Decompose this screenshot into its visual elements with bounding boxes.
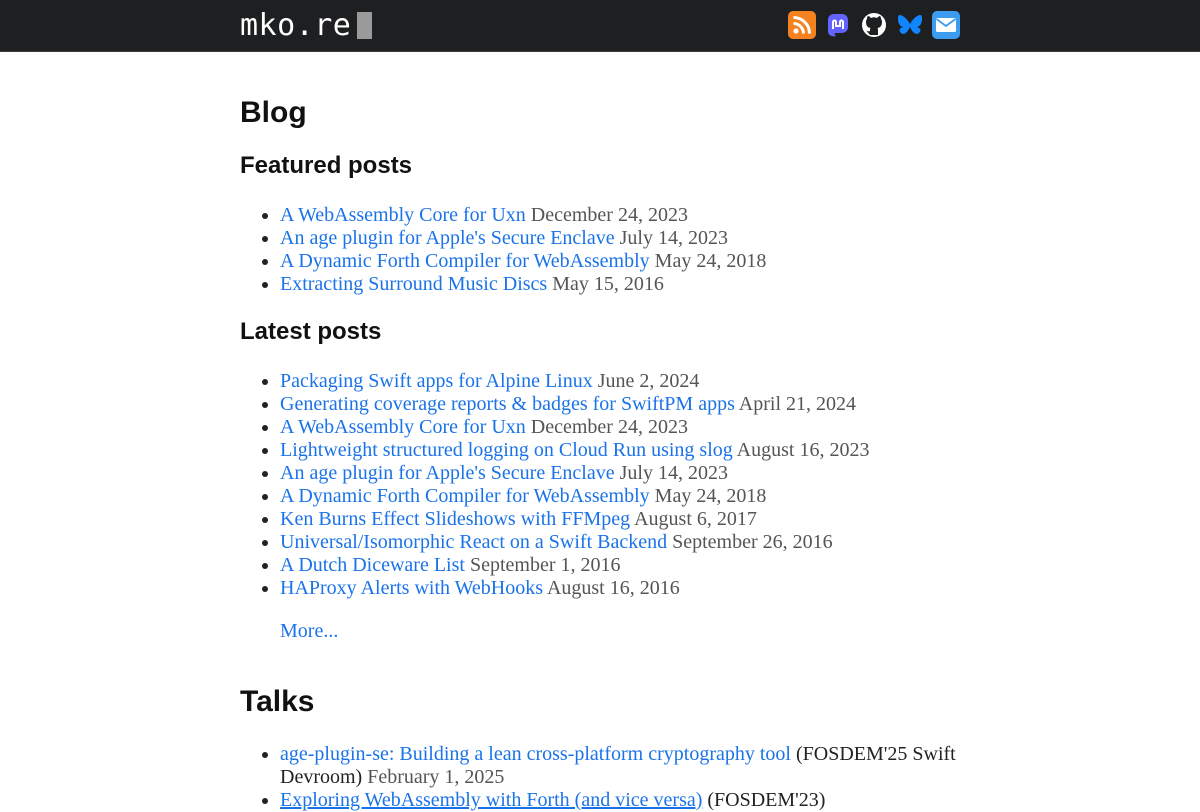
list-item	[280, 485, 970, 508]
rss-icon[interactable]	[788, 11, 816, 39]
list-item	[280, 227, 970, 250]
social-links	[788, 11, 960, 39]
talk-venue: (FOSDEM'25 Swift Devroom)	[280, 743, 956, 788]
site-logo-link[interactable]	[240, 6, 372, 44]
main-content	[240, 52, 970, 812]
bluesky-icon[interactable]	[896, 11, 924, 39]
talk-venue: (FOSDEM'23)	[707, 789, 826, 811]
post-date: May 24, 2018	[654, 485, 767, 507]
terminal-cursor	[357, 12, 372, 39]
list-item	[280, 250, 970, 273]
post-link[interactable]: Extracting Surround Music Discs	[280, 273, 548, 295]
post-date: August 16, 2016	[546, 577, 680, 599]
post-date: July 14, 2023	[619, 462, 728, 484]
post-link[interactable]: Packaging Swift apps for Alpine Linux	[280, 370, 593, 392]
post-link[interactable]: A WebAssembly Core for Uxn	[280, 416, 526, 438]
list-item	[280, 204, 970, 227]
post-link[interactable]: Generating coverage reports & badges for SwiftPM apps	[280, 393, 735, 415]
list-item	[280, 393, 970, 416]
latest-posts-list	[240, 370, 970, 600]
post-date: April 21, 2024	[738, 393, 856, 415]
list-item	[280, 273, 970, 296]
latest-posts-heading: Latest posts	[240, 318, 382, 345]
post-date: September 1, 2016	[469, 554, 621, 576]
post-link[interactable]: A Dynamic Forth Compiler for WebAssembly	[280, 250, 650, 272]
featured-posts-heading: Featured posts	[240, 152, 413, 179]
github-icon[interactable]	[860, 11, 888, 39]
list-item	[280, 370, 970, 393]
post-date: May 15, 2016	[552, 273, 664, 295]
post-date: May 24, 2018	[654, 250, 767, 272]
talk-date: February 1, 2025	[367, 766, 505, 788]
list-item	[280, 554, 970, 577]
site-name: mko.re	[240, 7, 352, 43]
post-date: December 24, 2023	[530, 416, 688, 438]
post-link[interactable]: An age plugin for Apple's Secure Enclave	[280, 227, 615, 249]
post-link[interactable]: An age plugin for Apple's Secure Enclave	[280, 462, 615, 484]
post-link[interactable]: A WebAssembly Core for Uxn	[280, 204, 526, 226]
list-item	[280, 462, 970, 485]
post-link[interactable]: Lightweight structured logging on Cloud Run using slog	[280, 439, 733, 461]
post-date: September 26, 2016	[672, 531, 833, 553]
post-link[interactable]: A Dutch Diceware List	[280, 554, 465, 576]
list-item	[280, 743, 970, 789]
post-date: December 24, 2023	[530, 204, 688, 226]
list-item	[280, 439, 970, 462]
more-posts-link[interactable]: More...	[280, 620, 339, 642]
list-item	[280, 508, 970, 531]
top-navigation-bar	[0, 0, 1200, 52]
list-item	[280, 789, 970, 812]
post-date: July 14, 2023	[619, 227, 728, 249]
post-link[interactable]: Universal/Isomorphic React on a Swift Backend	[280, 531, 668, 553]
talk-link[interactable]: age-plugin-se: Building a lean cross-platform cryptography tool	[280, 743, 791, 765]
list-item	[280, 531, 970, 554]
post-date: June 2, 2024	[597, 370, 700, 392]
post-link[interactable]: A Dynamic Forth Compiler for WebAssembly	[280, 485, 650, 507]
talk-link[interactable]: Exploring WebAssembly with Forth (and vice versa)	[280, 789, 703, 811]
featured-posts-list	[240, 204, 970, 296]
post-link[interactable]: HAProxy Alerts with WebHooks	[280, 577, 544, 599]
talks-list	[240, 743, 970, 812]
mastodon-icon[interactable]	[824, 11, 852, 39]
post-link[interactable]: Ken Burns Effect Slideshows with FFMpeg	[280, 508, 631, 530]
post-date: August 16, 2023	[736, 439, 870, 461]
list-item	[280, 577, 970, 600]
post-date: August 6, 2017	[634, 508, 757, 530]
list-item	[280, 416, 970, 439]
blog-heading: Blog	[240, 96, 307, 129]
talks-heading: Talks	[240, 685, 315, 718]
email-icon[interactable]	[932, 11, 960, 39]
